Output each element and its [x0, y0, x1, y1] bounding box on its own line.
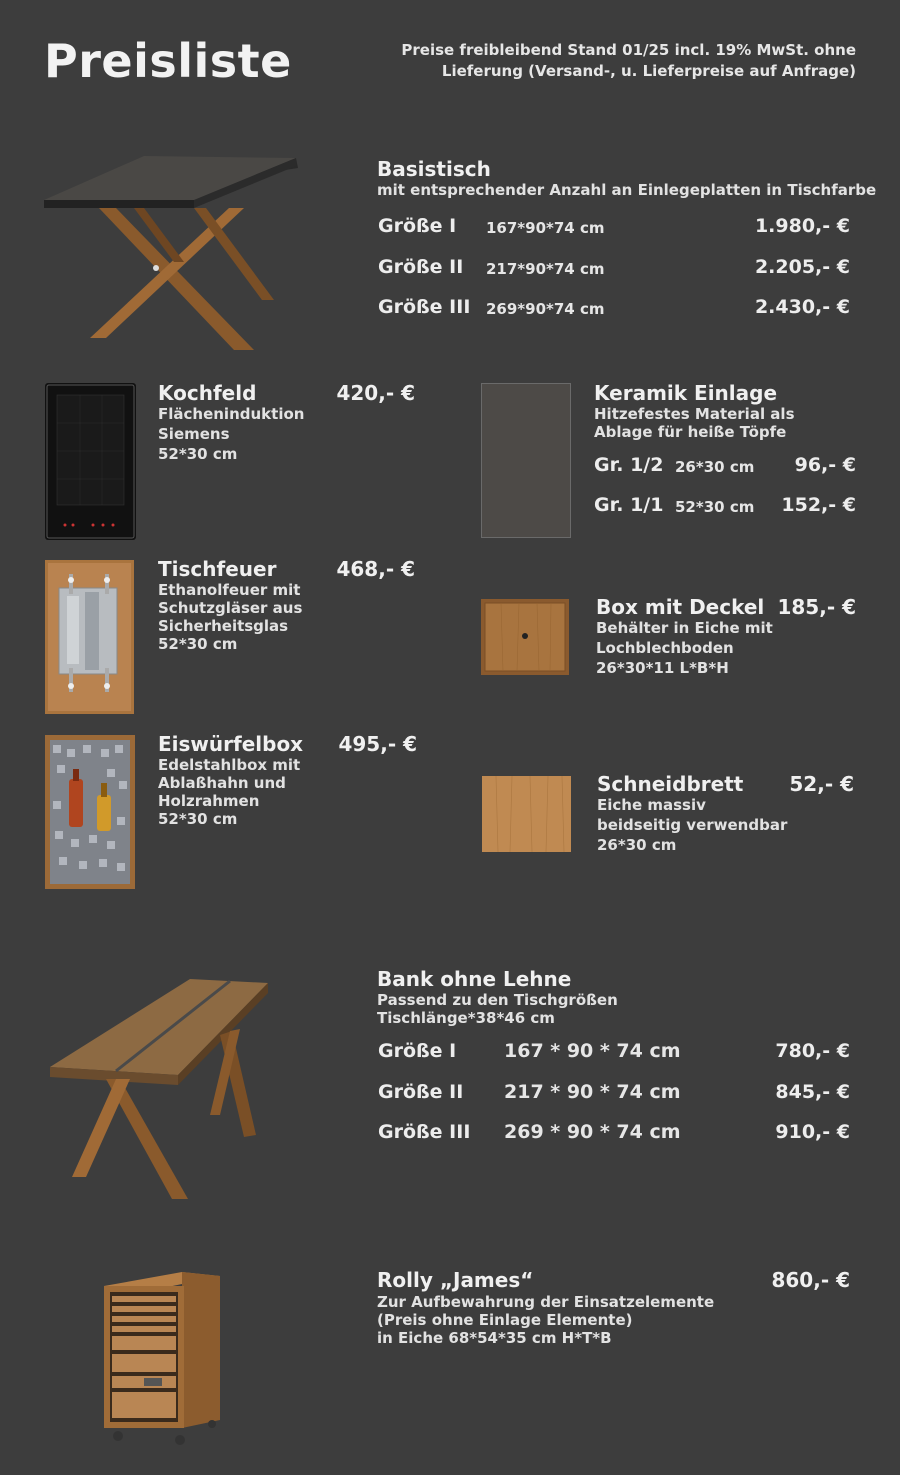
rolly-title: Rolly „James“ [377, 1268, 534, 1292]
schneidbrett-price: 52,- € [789, 772, 854, 796]
keramik-row-1: Gr. 1/2 26*30 cm 96,- € [594, 454, 856, 476]
bank-image [50, 975, 270, 1205]
basistisch-row-1: Größe I 167*90*74 cm 1.980,- € [378, 215, 850, 237]
keramik-desc: Hitzefestes Material als Ablage für heiße Töpfe [594, 405, 795, 441]
kochfeld-price: 420,- € [336, 381, 415, 405]
page-title: Preisliste [44, 34, 292, 88]
tischfeuer-title: Tischfeuer [158, 557, 277, 581]
schneidbrett-desc: Eiche massiv beidseitig verwendbar 26*30 cm [597, 796, 788, 854]
bank-title: Bank ohne Lehne [377, 967, 572, 991]
basistisch-desc: mit entsprechender Anzahl an Einlegeplatten in Tischfarbe [377, 181, 877, 199]
basistisch-title: Basistisch [377, 157, 491, 181]
eis-desc: Edelstahlbox mit Ablaßhahn und Holzrahmen 52*30 cm [158, 756, 301, 828]
keramik-row-2: Gr. 1/1 52*30 cm 152,- € [594, 494, 856, 516]
rolly-image [104, 1270, 222, 1450]
box-desc: Behälter in Eiche mit Lochblechboden 26*30*11 L*B*H [596, 619, 773, 677]
schneidbrett-title: Schneidbrett [597, 772, 744, 796]
bank-row-3: Größe III 269 * 90 * 74 cm 910,- € [378, 1121, 850, 1143]
basistisch-image [44, 150, 300, 355]
kochfeld-image [45, 383, 136, 540]
bank-desc: Passend zu den Tischgrößen Tischlänge*38*46 cm [377, 991, 618, 1027]
rolly-price: 860,- € [771, 1268, 850, 1292]
box-price: 185,- € [777, 595, 856, 619]
keramik-title: Keramik Einlage [594, 381, 778, 405]
eis-price: 495,- € [338, 732, 417, 756]
price-note: Preise freibleibend Stand 01/25 incl. 19% MwSt. ohne Lieferung (Versand-, u. Lieferpreise auf Anfrage) [401, 41, 856, 80]
keramik-image [481, 383, 571, 538]
kochfeld-title: Kochfeld [158, 381, 257, 405]
eis-image [45, 735, 135, 889]
basistisch-row-3: Größe III 269*90*74 cm 2.430,- € [378, 296, 850, 318]
kochfeld-desc: Flächeninduktion Siemens 52*30 cm [158, 405, 305, 463]
tischfeuer-price: 468,- € [336, 557, 415, 581]
rolly-desc: Zur Aufbewahrung der Einsatzelemente (Preis ohne Einlage Elemente) in Eiche 68*54*35 cm H*T*B [377, 1293, 715, 1347]
box-image [481, 599, 569, 675]
box-title: Box mit Deckel [596, 595, 765, 619]
bank-row-2: Größe II 217 * 90 * 74 cm 845,- € [378, 1081, 850, 1103]
eis-title: Eiswürfelbox [158, 732, 304, 756]
tischfeuer-desc: Ethanolfeuer mit Schutzgläser aus Sicherheitsglas 52*30 cm [158, 581, 303, 653]
bank-row-1: Größe I 167 * 90 * 74 cm 780,- € [378, 1040, 850, 1062]
tischfeuer-image [45, 560, 134, 714]
schneidbrett-image [482, 776, 571, 852]
basistisch-row-2: Größe II 217*90*74 cm 2.205,- € [378, 256, 850, 278]
